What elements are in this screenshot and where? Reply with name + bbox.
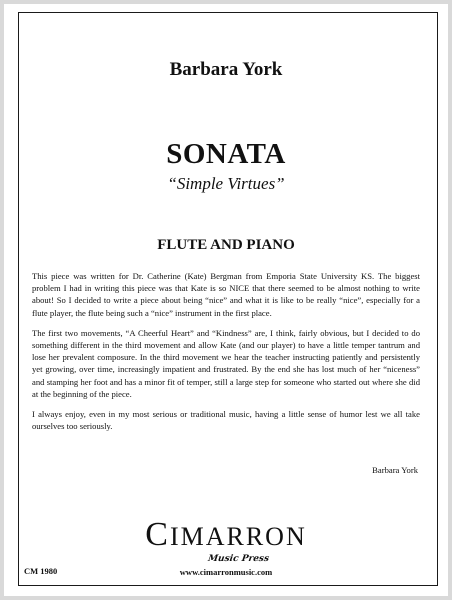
publisher-url: www.cimarronmusic.com [179, 567, 273, 577]
publisher-tagline: Music Press [207, 554, 270, 564]
composer-name: Barbara York [169, 59, 283, 80]
score-cover-page [4, 4, 448, 596]
program-note-paragraph: The first two movements, “A Cheerful Heart” and “Kindness” are, I think, fairly obvious, but I decided to do something different in the third movement and allow Kate (and our player) to have a little temper tantrum and lose her prevalent composure. In the third movement we hear the teacher instructing patiently and persistently yet growing, over time, increasingly impatient and frustrated. By the end she has lost much of her “niceness” and stamping her foot and has a minor fit of temper, still a large step for someone who started out where she did at the beginning of the piece. [32, 327, 420, 399]
program-notes [32, 270, 420, 440]
program-note-paragraph: I always enjoy, even in my most serious or traditional music, having a little sense of humor lest we all take ourselves too seriously. [32, 409, 420, 432]
catalog-number: CM 1980 [24, 566, 58, 576]
publisher-name: CIMARRON [145, 516, 307, 553]
instrumentation: FLUTE AND PIANO [157, 237, 295, 253]
publisher-logo [4, 516, 448, 564]
piece-subtitle: “Simple Virtues” [167, 174, 285, 193]
program-note-paragraph: This piece was written for Dr. Catherine (Kate) Bergman from Emporia State University KS. The biggest problem I had in writing this piece was that Kate is so NICE that there seemed to be almost nothing to write about! So I decided to write a piece about being “nice” and what it is like to be really “nice”, especially for a flute player, the flute being such a “nice” instrument in the first place. [32, 271, 420, 318]
signature: Barbara York [372, 465, 418, 475]
piece-title: SONATA [166, 138, 286, 170]
